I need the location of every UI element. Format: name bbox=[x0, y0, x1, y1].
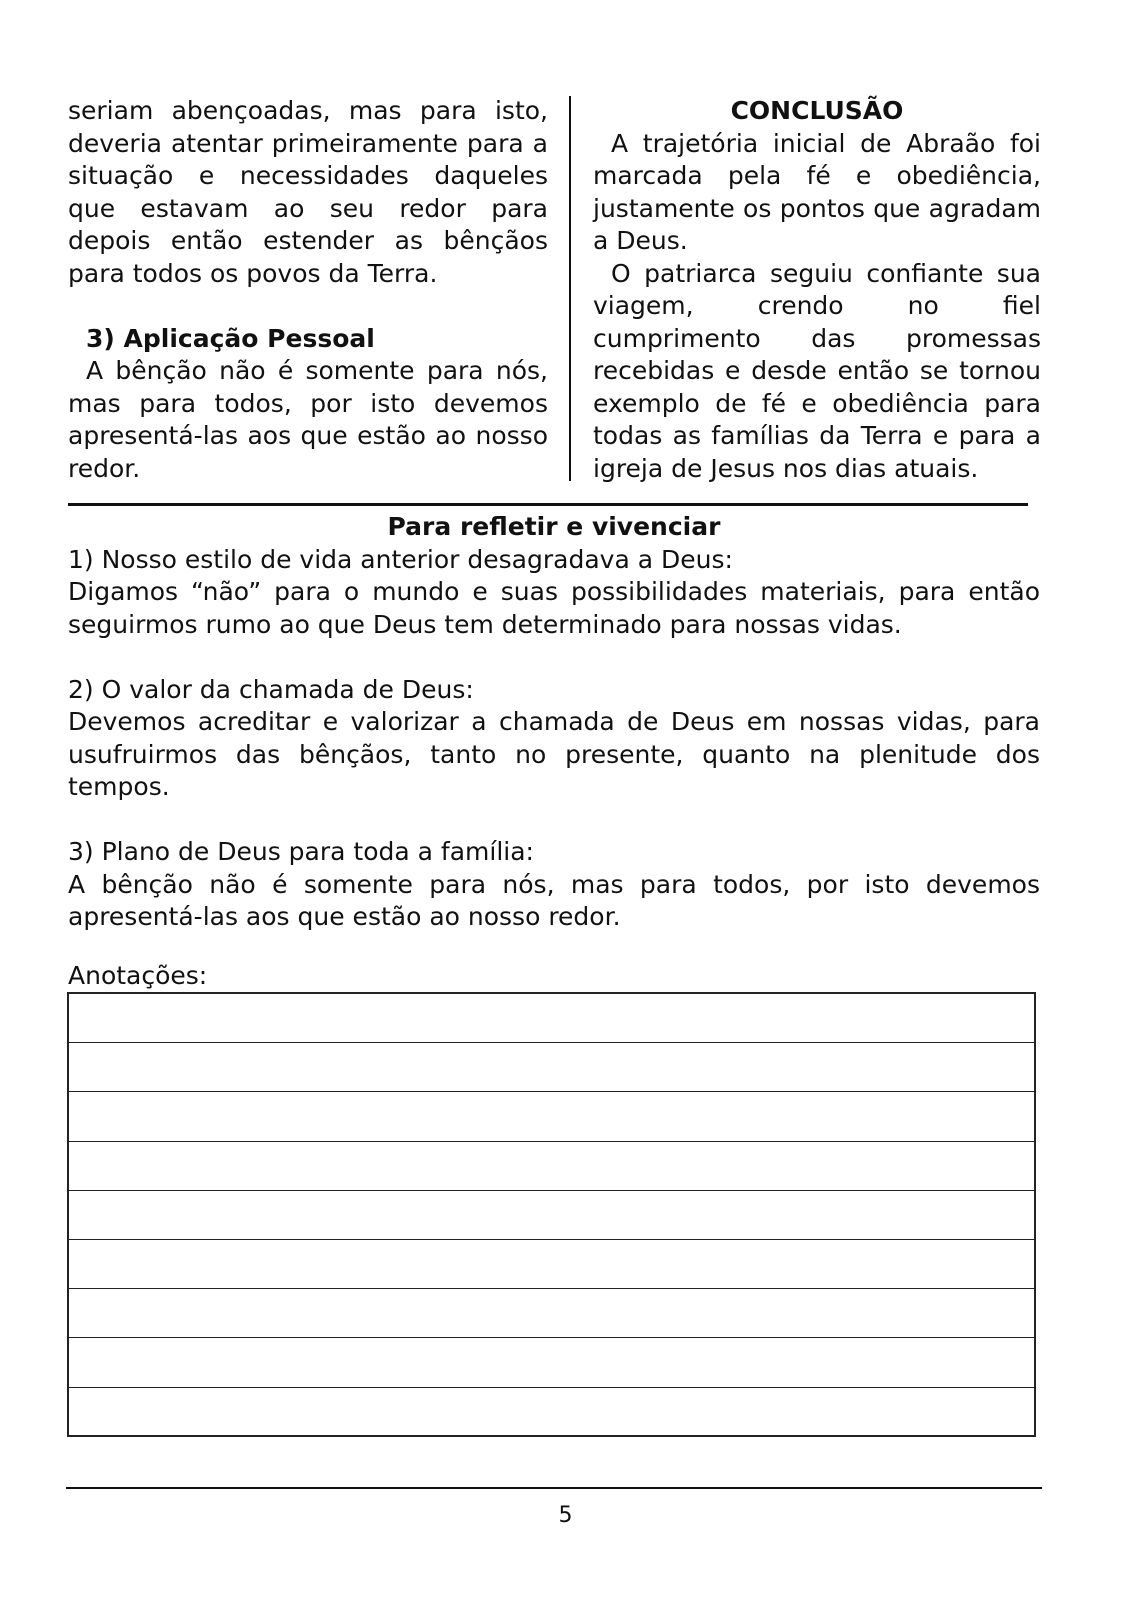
notes-line[interactable] bbox=[69, 994, 1034, 1043]
reflect-item-1-text: Digamos “não” para o mundo e suas possibilidades materiais, para então seguirmos rumo ao que Deus tem determinado para nossas vidas. bbox=[68, 577, 1040, 639]
right-column-paragraph-2: O patriarca seguiu confiante sua viagem, crendo no fiel cumprimento das promessas recebidas e desde então se tornou exemplo de fé e obediência para todas as famílias da Terra e para a igreja de Jesus nos dias atuais. bbox=[593, 258, 1041, 483]
footer-separator bbox=[66, 1487, 1042, 1489]
notes-line[interactable] bbox=[69, 1043, 1034, 1092]
page-number: 5 bbox=[558, 1503, 573, 1528]
reflect-title: Para refletir e vivenciar bbox=[387, 512, 721, 541]
left-column-paragraph-2: A bênção não é somente para nós, mas para todos, por isto devemos apresentá-las aos que estão ao nosso redor. bbox=[68, 356, 548, 483]
paragraph-spacer bbox=[68, 641, 1040, 674]
paragraph-spacer bbox=[68, 804, 1040, 837]
notes-box[interactable] bbox=[67, 992, 1036, 1437]
section-separator bbox=[68, 503, 1028, 506]
paragraph-spacer bbox=[68, 290, 548, 323]
notes-line[interactable] bbox=[69, 1191, 1034, 1240]
reflect-item-3-text: A bênção não é somente para nós, mas para todos, por isto devemos apresentá-las aos que estão ao nosso redor. bbox=[68, 869, 1040, 931]
notes-line[interactable] bbox=[69, 1142, 1034, 1191]
reflect-item-1-heading: 1) Nosso estilo de vida anterior desagradava a Deus: bbox=[68, 544, 733, 574]
notes-line[interactable] bbox=[69, 1092, 1034, 1141]
reflect-item-2-heading: 2) O valor da chamada de Deus: bbox=[68, 674, 474, 704]
section-heading-aplicacao-pessoal: 3) Aplicação Pessoal bbox=[86, 323, 375, 353]
column-divider bbox=[569, 96, 571, 481]
left-column bbox=[68, 95, 548, 485]
reflect-item-3-heading: 3) Plano de Deus para toda a família: bbox=[68, 837, 534, 866]
reflect-item-2-text: Devemos acreditar e valorizar a chamada de Deus em nossas vidas, para usufruirmos das bênçãos, tanto no presente, quanto na plenitude dos tempos. bbox=[68, 707, 1040, 801]
right-column-paragraph-1: A trajetória inicial de Abraão foi marcada pela fé e obediência, justamente os pontos que agradam a Deus. bbox=[593, 128, 1041, 255]
notes-line[interactable] bbox=[69, 1388, 1034, 1437]
section-heading-conclusao: CONCLUSÃO bbox=[730, 96, 904, 125]
notes-line[interactable] bbox=[69, 1338, 1034, 1387]
right-column bbox=[593, 95, 1041, 485]
notes-line[interactable] bbox=[69, 1240, 1034, 1289]
notes-label: Anotações: bbox=[68, 961, 208, 990]
notes-line[interactable] bbox=[69, 1289, 1034, 1338]
reflect-section bbox=[68, 511, 1040, 934]
left-column-paragraph-1: seriam abençoadas, mas para isto, deveria atentar primeiramente para a situação e necessidades daqueles que estavam ao seu redor para depois então estender as bênçãos para todos os povos da Terra. bbox=[68, 96, 548, 288]
